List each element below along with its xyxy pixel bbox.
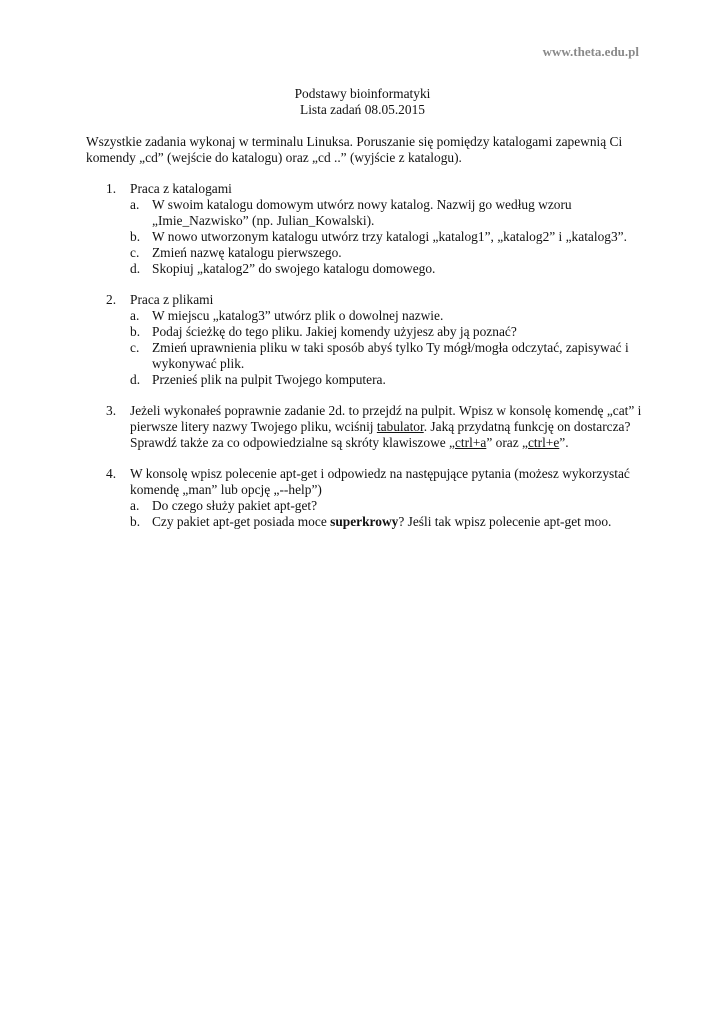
task-number: 3. [106,403,117,418]
subtask-letter: b. [130,324,141,339]
task-number: 1. [106,181,117,196]
task-text-part: Jeżeli wykonałeś poprawnie zadanie 2d. to przejdź na pulpit. Wpisz w konsolę komendę „cat” i pierwsze litery nazwy Twojego pliku, wciśnij [130,403,642,434]
subtask-letter: a. [130,498,140,513]
task-2 [86,292,646,388]
subtask-letter: d. [130,261,141,276]
subtask-text: Zmień uprawnienia pliku w taki sposób abyś tylko Ty mógł/mogła odczytać, zapisywać i wykonywać plik. [152,340,629,371]
task-text-part: . Jaką przydatną funkcję on dostarcza? Sprawdź także za co odpowiedzialne są skróty klawiszowe „ [130,419,631,450]
subtask [130,324,646,340]
subtask-letter: b. [130,514,141,529]
subtask-text: W nowo utworzonym katalogu utwórz trzy katalogi „katalog1”, „katalog2” i „katalog3”. [152,229,627,244]
intro-paragraph: Wszystkie zadania wykonaj w terminalu Linuksa. Poruszanie się pomiędzy katalogami zapewnią Ci komendy „cd” (wejście do katalogu) oraz „cd ..” (wyjście z katalogu). [86,134,623,165]
document-body [86,134,646,545]
subtask [130,514,646,530]
subtask-text [152,514,611,529]
subtask-text: Do czego służy pakiet apt-get? [152,498,318,513]
subtask-text-part: Czy pakiet apt-get posiada moce [152,514,331,529]
task-title: Praca z plikami [130,292,214,307]
subtask-text: W swoim katalogu domowym utwórz nowy katalog. Nazwij go według wzoru „Imie_Nazwisko” (np. Julian_Kowalski). [152,197,572,228]
subtask-text: Zmień nazwę katalogu pierwszego. [152,245,342,260]
task-title: W konsolę wpisz polecenie apt-get i odpowiedz na następujące pytania (możesz wykorzystać komendę „man” lub opcję „--help”) [130,466,630,497]
subtask [130,245,646,261]
superkrowy-term: superkrowy [330,514,399,529]
task-title: Praca z katalogami [130,181,232,196]
task-4 [86,466,646,530]
subtask-text: Przenieś plik na pulpit Twojego komputera. [152,372,386,387]
subtask [130,498,646,514]
subtask-text: Skopiuj „katalog2” do swojego katalogu domowego. [152,261,436,276]
task-text-part: ”. [559,435,569,450]
ctrl-e-shortcut: ctrl+e [527,435,560,450]
subtask-letter: b. [130,229,141,244]
subtask-letter: c. [130,340,140,355]
course-title: Podstawy bioinformatyki [294,86,431,101]
site-watermark: www.theta.edu.pl [542,44,639,59]
subtask [130,261,646,277]
subtask-text: W miejscu „katalog3” utwórz plik o dowolnej nazwie. [152,308,444,323]
list-date: Lista zadań 08.05.2015 [300,102,425,117]
subtask-text-part: ? Jeśli tak wpisz polecenie apt-get moo. [398,514,612,529]
ctrl-a-shortcut: ctrl+a [454,435,487,450]
task-text-part: ” oraz „ [486,435,528,450]
task-text [130,403,646,451]
task-number: 4. [106,466,117,481]
subtask-letter: a. [130,308,140,323]
subtask [130,372,646,388]
subtask-letter: d. [130,372,141,387]
task-1 [86,181,646,277]
subtask-letter: a. [130,197,140,212]
task-3 [86,403,646,451]
task-number: 2. [106,292,117,307]
tabulator-term: tabulator [376,419,424,434]
subtask [130,340,646,372]
subtask [130,197,646,229]
subtask [130,229,646,245]
subtask-letter: c. [130,245,140,260]
document-title [0,86,725,118]
subtask-text: Podaj ścieżkę do tego pliku. Jakiej komendy użyjesz aby ją poznać? [152,324,517,339]
subtask [130,308,646,324]
